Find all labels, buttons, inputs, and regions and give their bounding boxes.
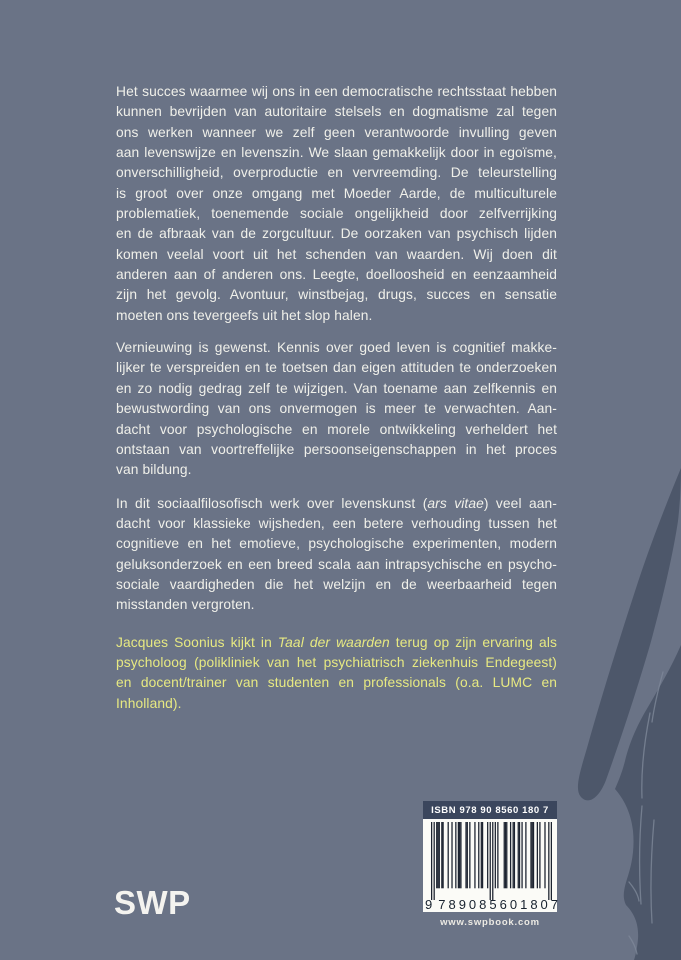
paragraph-author — [116, 633, 557, 714]
text-line: Inholland). — [116, 695, 182, 711]
text-line: dacht voor klassieke wijsheden, een betere verhouding tussen het — [116, 515, 557, 531]
barcode-body — [423, 819, 562, 912]
text-line: ontstaan van voortreffelijke persoonseigenschappen in het proces — [116, 441, 557, 457]
paragraph-2 — [116, 338, 557, 480]
text-line: van bildung. — [116, 462, 192, 478]
text-line: en zo nodig gedrag zelf te wijzigen. Van toename aan zelfkennis en — [116, 380, 557, 396]
text-line: ons werken wanneer we zelf geen verantwoorde invulling geven — [116, 124, 557, 140]
text-line: geluksonderzoek en een breed scala aan intrapsychische en psycho- — [116, 556, 557, 572]
text-line: In dit sociaalfilosofisch werk over levenskunst (ars vitae) veel aan- — [116, 495, 557, 511]
swp-publisher-logo: SWP — [114, 884, 191, 921]
isbn-label: ISBN 978 90 8560 180 7 — [423, 801, 557, 819]
text-line: en docent/trainer van studenten en professionals (o.a. LUMC en — [116, 675, 557, 691]
text-line: sociale vaardigheden die het welzijn en de weerbaarheid tegen — [116, 576, 557, 592]
text-line: lijker te verspreiden en te toetsen dan eigen attituden te onderzoeken — [116, 360, 557, 376]
text-line: moeten ons tevergeefs uit het slop halen. — [116, 307, 373, 323]
text-line: misstanden vergroten. — [116, 597, 255, 613]
back-cover-text — [116, 82, 557, 714]
barcode-digit-group: 601807 — [499, 897, 562, 912]
text-line: dacht voor psychologische en morele ontwikkeling verheldert het — [116, 421, 557, 437]
publisher-website: www.swpbook.com — [440, 917, 540, 928]
barcode-digit-group: 789085 — [438, 897, 500, 912]
text-line: anderen aan of anderen ons. Leegte, doelloosheid en eenzaamheid — [116, 267, 557, 283]
text-line: cognitieve en het emotieve, psychologische experimenten, modern — [116, 536, 557, 552]
paragraph-1 — [116, 82, 557, 326]
text-line: problematiek, toenemende sociale ongelijkheid door zelfverrijking — [116, 206, 557, 222]
ean-barcode-icon — [431, 822, 552, 900]
text-line: psycholoog (polikliniek van het psychiatrisch ziekenhuis Endegeest) — [116, 654, 557, 670]
text-line: zijn het gevolg. Avontuur, winstbejag, drugs, succes en sensatie — [116, 287, 557, 303]
text-line: onverschilligheid, overproductie en vervreemding. De teleurstelling — [116, 165, 557, 181]
paragraph-3 — [116, 494, 557, 616]
text-line: Jacques Soonius kijkt in Taal der waarden terug op zijn ervaring als — [116, 634, 557, 650]
text-line: Het succes waarmee wij ons in een democratische rechtsstaat hebben — [116, 84, 557, 99]
text-line: komen veelal voort uit het schenden van waarden. Wij doen dit — [116, 246, 557, 262]
text-line: Vernieuwing is gewenst. Kennis over goed leven is cognitief makke- — [116, 340, 557, 356]
text-line: en de afbraak van de zorgcultuur. De oorzaken van psychisch lijden — [116, 226, 557, 242]
text-line: bewustwording van ons onvermogen is meer te verwachten. Aan- — [116, 401, 557, 417]
barcode-block — [423, 801, 562, 912]
text-line: is groot over onze omgang met Moeder Aarde, de multiculturele — [116, 185, 557, 201]
text-line: kunnen bevrijden van autoritaire stelsels en dogmatisme zal tegen — [116, 104, 557, 120]
barcode-digits — [425, 897, 562, 912]
barcode-digit-group: 9 — [425, 897, 433, 912]
text-line: aan levenswijze en levenszin. We slaan gemakkelijk door in egoïsme, — [116, 145, 557, 161]
